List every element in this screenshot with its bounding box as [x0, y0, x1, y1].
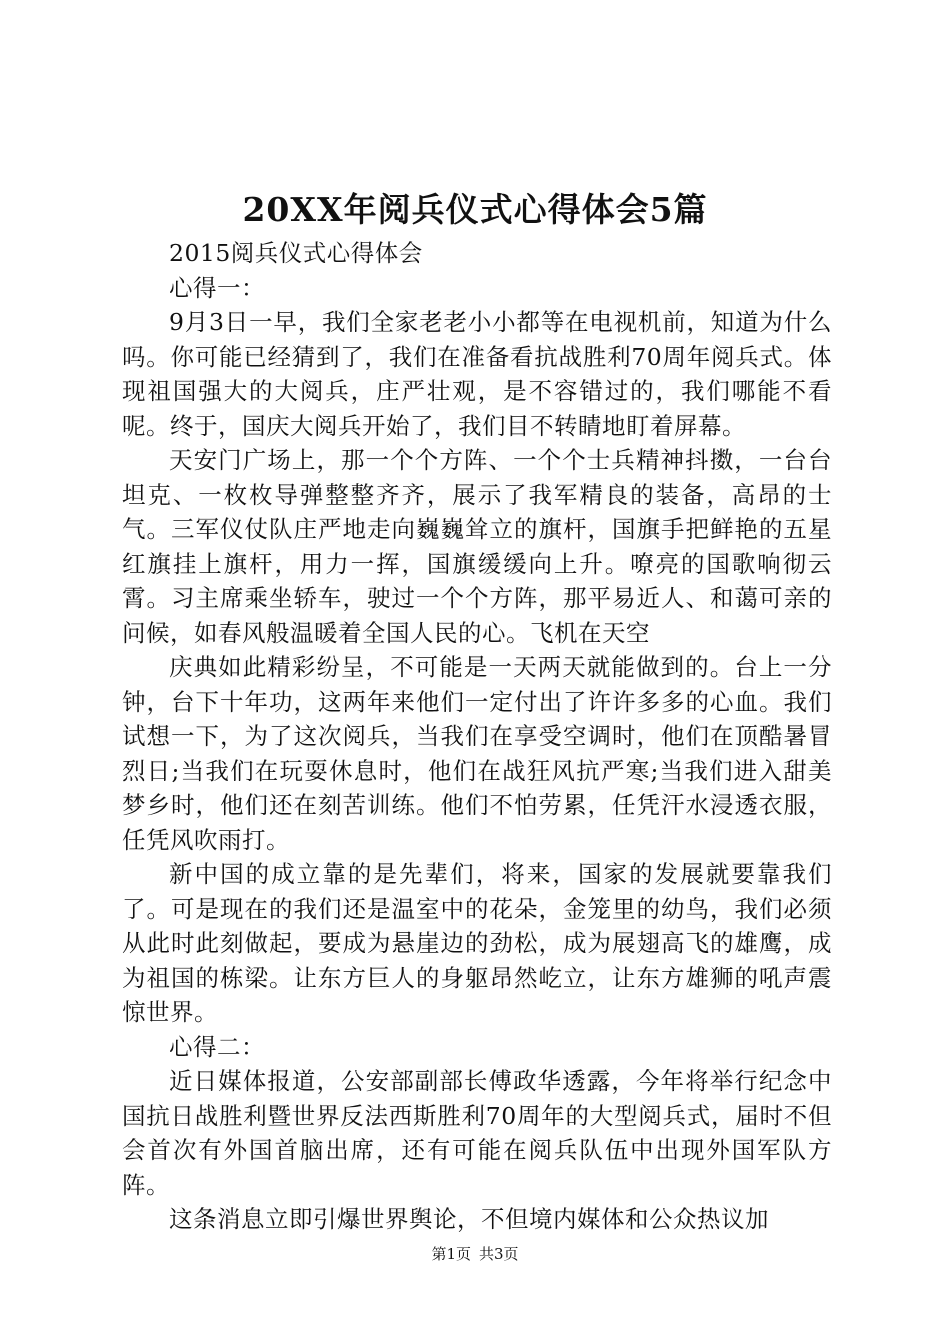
- body-paragraph: 庆典如此精彩纷呈，不可能是一天两天就能做到的。台上一分钟，台下十年功，这两年来他们一定付出了许许多多的心血。我们试想一下，为了这次阅兵，当我们在享受空调时，他们在顶酷暑冒烈日;当我们在玩耍休息时，他们在战狂风抗严寒;当我们进入甜美梦乡时，他们还在刻苦训练。他们不怕劳累，任凭汗水浸透衣服，任凭风吹雨打。: [122, 653, 832, 854]
- subtitle-paragraph: 2015阅兵仪式心得体会: [169, 239, 423, 267]
- body-paragraph: 天安门广场上，那一个个方阵、一个个士兵精神抖擞，一台台坦克、一枚枚导弹整整齐齐，展示了我军精良的装备，高昂的士气。三军仪仗队庄严地走向巍巍耸立的旗杆，国旗手把鲜艳的五星红旗挂上旗杆，用力一挥，国旗缓缓向上升。嘹亮的国歌响彻云霄。习主席乘坐轿车，驶过一个个方阵，那平易近人、和蔼可亲的问候，如春风般温暖着全国人民的心。飞机在天空: [122, 446, 832, 647]
- page-total: 共3页: [479, 1245, 519, 1263]
- body-paragraph: 这条消息立即引爆世界舆论，不但境内媒体和公众热议加: [169, 1205, 769, 1233]
- body-paragraph: 9月3日一早，我们全家老老小小都等在电视机前，知道为什么吗。你可能已经猜到了，我们在准备看抗战胜利70周年阅兵式。体现祖国强大的大阅兵，庄严壮观，是不容错过的，我们哪能不看呢。终于，国庆大阅兵开始了，我们目不转睛地盯着屏幕。: [122, 308, 832, 440]
- section-heading-1: 心得一：: [169, 273, 265, 302]
- page-number: 第1页: [431, 1245, 471, 1263]
- document-title: 20XX年阅兵仪式心得体会5篇: [242, 190, 708, 229]
- document-body: [122, 236, 832, 1237]
- body-paragraph: 新中国的成立靠的是先辈们，将来，国家的发展就要靠我们了。可是现在的我们还是温室中的花朵，金笼里的幼鸟，我们必须从此时此刻做起，要成为悬崖边的劲松，成为展翅高飞的雄鹰，成为祖国的栋梁。让东方巨人的身躯昂然屹立，让东方雄狮的吼声震惊世界。: [122, 860, 832, 1026]
- page-footer: [0, 1244, 950, 1264]
- section-heading-2: 心得二：: [169, 1032, 265, 1061]
- body-paragraph: 近日媒体报道，公安部副部长傅政华透露，今年将举行纪念中国抗日战胜利暨世界反法西斯胜利70周年的大型阅兵式，届时不但会首次有外国首脑出席，还有可能在阅兵队伍中出现外国军队方阵。: [122, 1067, 832, 1199]
